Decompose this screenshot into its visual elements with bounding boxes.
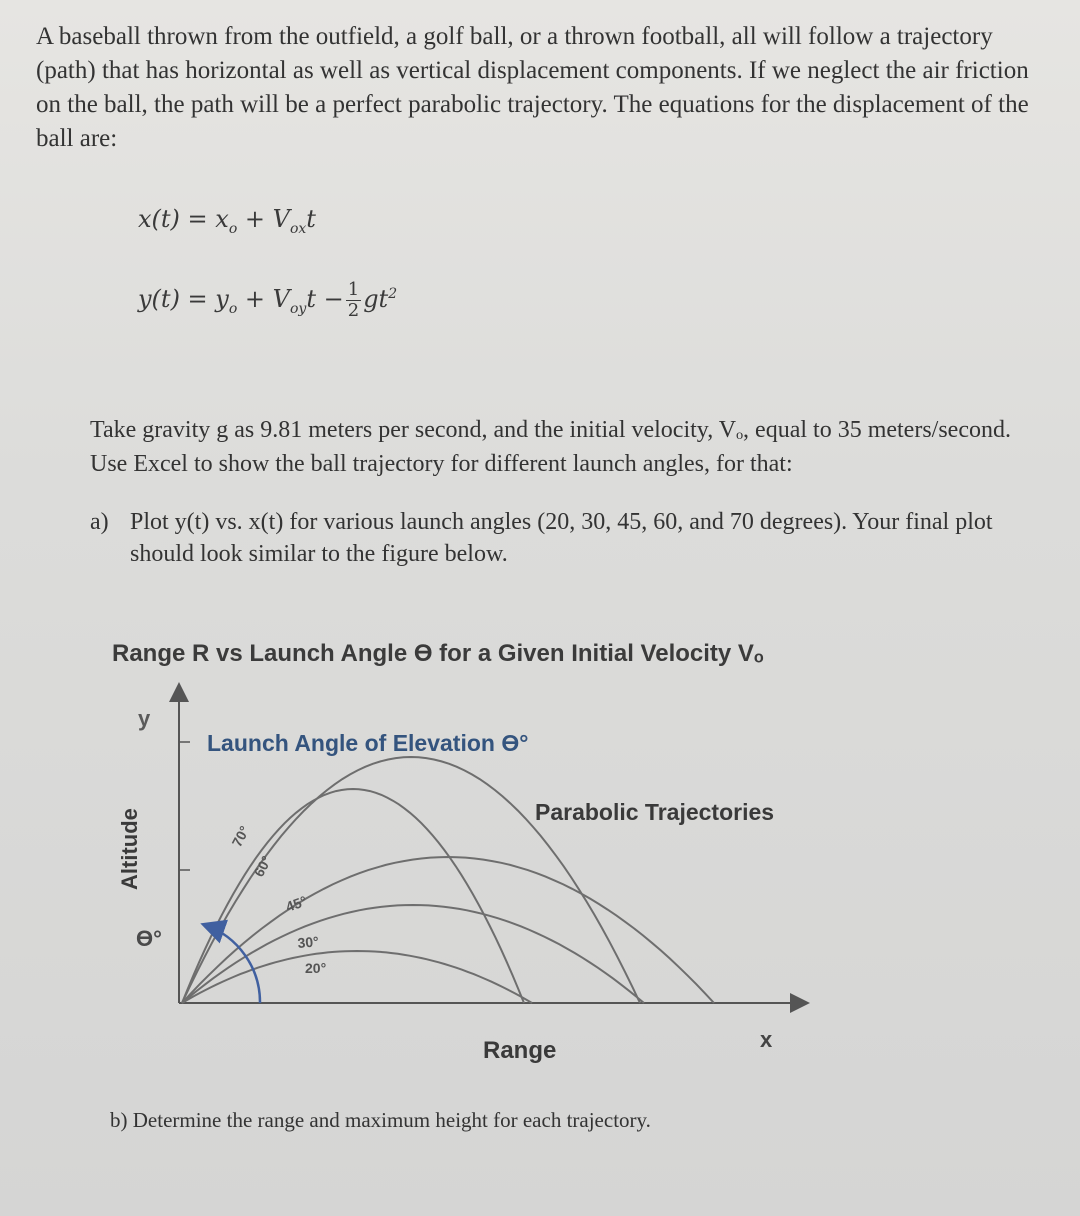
eq-y-sup: 2	[388, 286, 398, 302]
altitude-label: Altitude	[117, 808, 142, 890]
angle-label-30: 30°	[296, 933, 320, 951]
angle-label-45: 45°	[283, 892, 309, 915]
parabolic-trajectories-label: Parabolic Trajectories	[535, 799, 775, 825]
trajectory-30deg	[182, 905, 644, 1003]
eq-x-sub0: o	[228, 220, 238, 237]
figure-title: Range R vs Launch Angle ϴ for a Given Initial Velocity Vₒ	[112, 640, 764, 667]
x-axis-label: x	[760, 1027, 773, 1052]
eq-x-mid: + V	[237, 205, 290, 233]
eq-y-mid: + V	[237, 285, 290, 313]
eq-y-den: 2	[347, 300, 360, 321]
angle-label-60: 60°	[250, 853, 275, 880]
trajectory-curves	[182, 757, 714, 1003]
intro-paragraph: A baseball thrown from the outfield, a golf ball, or a thrown football, all will follow a trajectory (path) that has horizontal as well as vertical displacement components. If we neglect the air friction on the ball, the path will be a perfect parabolic trajectory. The equations for the displacement of the ball are:	[36, 23, 1029, 152]
eq-y-sub0: o	[228, 300, 238, 317]
eq-x-lhs: x(t) = x	[138, 205, 229, 233]
eq-y-lhs: y(t) = y	[138, 285, 229, 313]
angle-label-70: 70°	[228, 823, 253, 850]
part-a-text: Plot y(t) vs. x(t) for various launch angles (20, 30, 45, 60, and 70 degrees). Your final plot should look similar to the figure below.	[130, 509, 993, 567]
eq-y-t: t −	[306, 285, 344, 313]
launch-angle-subtitle: Launch Angle of Elevation ϴ°	[207, 730, 529, 756]
y-axis-label: y	[138, 706, 151, 731]
part-a-label: a)	[90, 509, 109, 535]
trajectory-20deg	[182, 951, 532, 1003]
trajectory-60deg	[182, 789, 524, 1003]
eq-x-sub1: ox	[289, 220, 307, 237]
eq-x-end: t	[306, 205, 316, 233]
angle-label-20: 20°	[305, 960, 327, 976]
range-label: Range	[483, 1037, 557, 1064]
eq-y-g: gt	[363, 285, 389, 313]
eq-y-sub1: oy	[290, 300, 307, 317]
part-b: b) Determine the range and maximum height for each trajectory.	[110, 1108, 651, 1132]
theta-label: ϴ°	[136, 926, 162, 951]
eq-y-num: 1	[347, 279, 360, 300]
gravity-paragraph: Take gravity g as 9.81 meters per second, and the initial velocity, Vₒ, equal to 35 meters/second. Use Excel to show the ball trajectory for different launch angles, for that:	[90, 417, 1011, 477]
